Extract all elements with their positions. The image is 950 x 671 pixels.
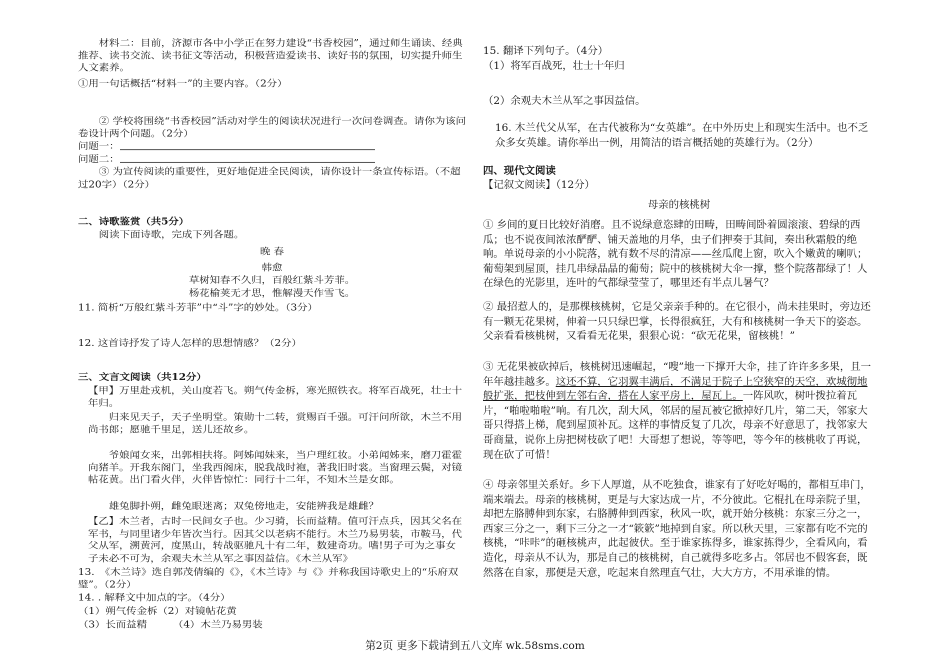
question-12: 12. 这首诗抒发了诗人怎样的思想情感？（2分） <box>78 338 302 349</box>
paragraph-3-part-1: ③ 无花果被砍掉后，核桃树迅速崛起，“嗖”地一下撑开大伞，挂了许许多多果，且一年年越挂越多。 <box>483 361 871 388</box>
paragraph-3-underlined: 这还不算，它羽翼丰满后，不满足于院子上空狭窄的天空，欢城彻地般扩张，把枝伸到左邻右舍，搭在人家平房上，屋瓦上。 <box>483 375 868 403</box>
question-15: 15. 翻译下列句子。（4分） <box>483 45 609 57</box>
material-two: 材料二：目前，济源市各中小学正在努力建设“书香校园”，通过师生诵读、经典推荐、读书交流、读书征文等活动，积极营造爱读书、读好书的氛围，切实提升师生人文素养。 <box>78 38 463 74</box>
answer-line-2[interactable] <box>120 153 375 162</box>
question-2-label-1: 问题一： <box>78 141 120 152</box>
text-jia-3: 爷娘闻女来，出郭相扶将。阿姊闻妹来，当户理红妆。小弟闻姊来，磨刀霍霍向猪羊。开我东阁门，坐我西阁床，脱我战时袍，著我旧时裳。当窗理云鬓，对镜帖花黄。出门看火伴，火伴皆惊忙：同行十二年，不知木兰是女郎。 <box>88 450 463 486</box>
question-15-1: （1）将军百战死，壮士十年归 <box>483 60 625 72</box>
question-11: 11. 简析“万般红紫斗芳菲”中“斗”字的妙处。（3分） <box>78 302 318 313</box>
paragraph-1: ① 乡间的夏日比较好消磨。且不说绿意恣肆的田畴，田畴间卧着圆滚滚、碧绿的西瓜；也不说夜间浓浓酽酽、铺天盖地的月华，虫子们押奏于其间，奏出秋霜般的绝响。单说母亲的小小院落，就有数不尽的清凉——丝瓜爬上窗，吹入个嫩黄的喇叭；葡萄架到屋顶，挂几串绿晶晶的葡萄；院中的核桃树大伞一撑，整个院落都绿了！人在绿色的光影里，连叶的气都绿莹莹了，哪里还有半点儿暑气？ <box>483 219 868 290</box>
section-3-title: 三、文言文阅读（共12分） <box>78 372 207 383</box>
question-14-b: （3）长而益精 （4）木兰乃易男装 <box>78 619 263 631</box>
question-14-a: （1）朔气传金柝（2）对镜帖花黄 <box>78 606 237 617</box>
paragraph-4: ④ 母亲邻里关系好。乡下人厚道，从不吃独食，谁家有了好吃好喝的，都相互串门，端来端去。母亲的核桃树，更是与大家达成一片，不分彼此。它棍扎在母亲院子里，却把左胳膊伸到东家，右胳膊伸到西家，秋风一吹，就开始分核桃：东家三分之一，西家三分之一，剩下三分之一才“簌簌”地掉到自家。所以秋天里，三家都有吃不完的核桃，“咔咔”的砸核桃声，此起彼伏。至于谁家拣得多，谁家拣得少，全看风向，看造化，母亲从不认为，那是自己的核桃树，自己就得多吃多占。邻居也不假客套，既然落在自家，那便是天意，吃起来自然理直气壮，大大方方，不用承谁的情。 <box>483 479 871 579</box>
poem-title: 晚 春 <box>259 246 285 257</box>
question-16: 16. 木兰代父从军，在古代被称为“女英雄”。在中外历史上和现实生活中。也不乏众多女英雄。请你举出一例，用简洁的语言概括她的英雄行为。（2分） <box>495 122 869 149</box>
section-2-title: 二、诗歌鉴赏（共5分） <box>78 217 190 228</box>
paragraph-3 <box>483 360 875 462</box>
question-2: ② 学校将围绕“书香校园”活动对学生的阅读状况进行一次问卷调查。请你为该问卷设计两个问题。（2分） <box>78 116 467 139</box>
text-jia-2: 归来见天子，天子坐明堂。策勋十二转，赏赐百千强。可汗问所欲，木兰不用尚书郎；愿驰千里足，送儿还故乡。 <box>88 412 463 435</box>
question-3: ③ 为宣传阅读的重要性，更好地促进全民阅读，请你设计一条宣传标语。（不超过20字）（2分） <box>78 167 461 190</box>
poem-line-2: 杨花榆荚无才思，惟解漫天作雪飞。 <box>188 288 356 299</box>
story-title: 母亲的核桃树 <box>647 199 711 211</box>
text-yi: 【乙】木兰者，古时一民间女子也。少习骑，长而益精。值可汗点兵，因其父名在军书，与同里诸少年皆次当行。因其父以老病不能行。木兰乃易男装，市鞍马，代父从军，溯黄河，度黑山，转战驱驰凡十有二年，数建奇功。嗜!男子可为之事女子未必不可为，余观夫木兰从军之事因益信。《木兰从军》 <box>88 516 463 564</box>
section-2-intro: 阅读下面诗歌，完成下列各题。 <box>98 229 245 240</box>
question-15-2: （2）余观夫木兰从军之事因益信。 <box>483 95 646 107</box>
paragraph-3-part-2: 一阵风吹，树叶拨拉着瓦片，“啪啦啪啦”响。有几次，刮大风，邻居的屋瓦被它掀掉好几片，第二天，邻家大哥只得搭上梯，爬到屋顶补瓦。这样的事情反复了几次，母亲不好意思了，找邻家大哥商量，说你上房把树枝砍了吧！大哥想了想说，等等吧，等今年的核桃收了再说，现在砍了可惜！ <box>483 390 868 461</box>
poem-line-1: 草树知春不久归，百般红紫斗芳菲。 <box>188 275 356 286</box>
question-13: 13. 《木兰诗》选自郭茂倩编的《》，《木兰诗》与《》并称我国诗歌史上的“乐府双璧”。（2分） <box>78 567 459 590</box>
question-14: 14. . 解释文中加点的字。（4分） <box>78 592 231 603</box>
question-1: ①用一句话概括“材料一”的主要内容。（2分） <box>78 78 288 90</box>
answer-line-1[interactable] <box>120 141 375 150</box>
text-jia-4: 雄兔脚扑朔，雌兔眼迷离；双兔傍地走，安能辨我是雄雌？ <box>108 501 379 512</box>
question-2-label-2: 问题二： <box>78 154 120 165</box>
paragraph-2: ② 最招惹人的，是那棵核桃树，它是父亲亲手种的。在它很小，尚未挂果时，旁边还有一颗无花果树，伸着一只只绿巴掌，长得很疯狂，大有和核桃树一争天下的姿态。父亲看看核桃树，又看看无花果，狠狠心说：“砍无花果，留核桃！” <box>483 301 871 343</box>
question-2-answer-2 <box>78 153 466 165</box>
question-2-answer-1 <box>78 141 466 153</box>
section-4-subtitle: 【记叙文阅读】（12分） <box>483 179 595 191</box>
poem-author: 韩愈 <box>261 262 283 274</box>
section-4-title: 四、现代文阅读 <box>483 165 556 177</box>
text-jia-1: 【甲】万里赴戎机，关山度若飞。朔气传金柝，寒光照铁衣。将军百战死，壮士十年归。 <box>88 385 463 409</box>
page-footer: 第2页 更多下载请到五八文库 wk.58sms.com <box>365 640 585 652</box>
